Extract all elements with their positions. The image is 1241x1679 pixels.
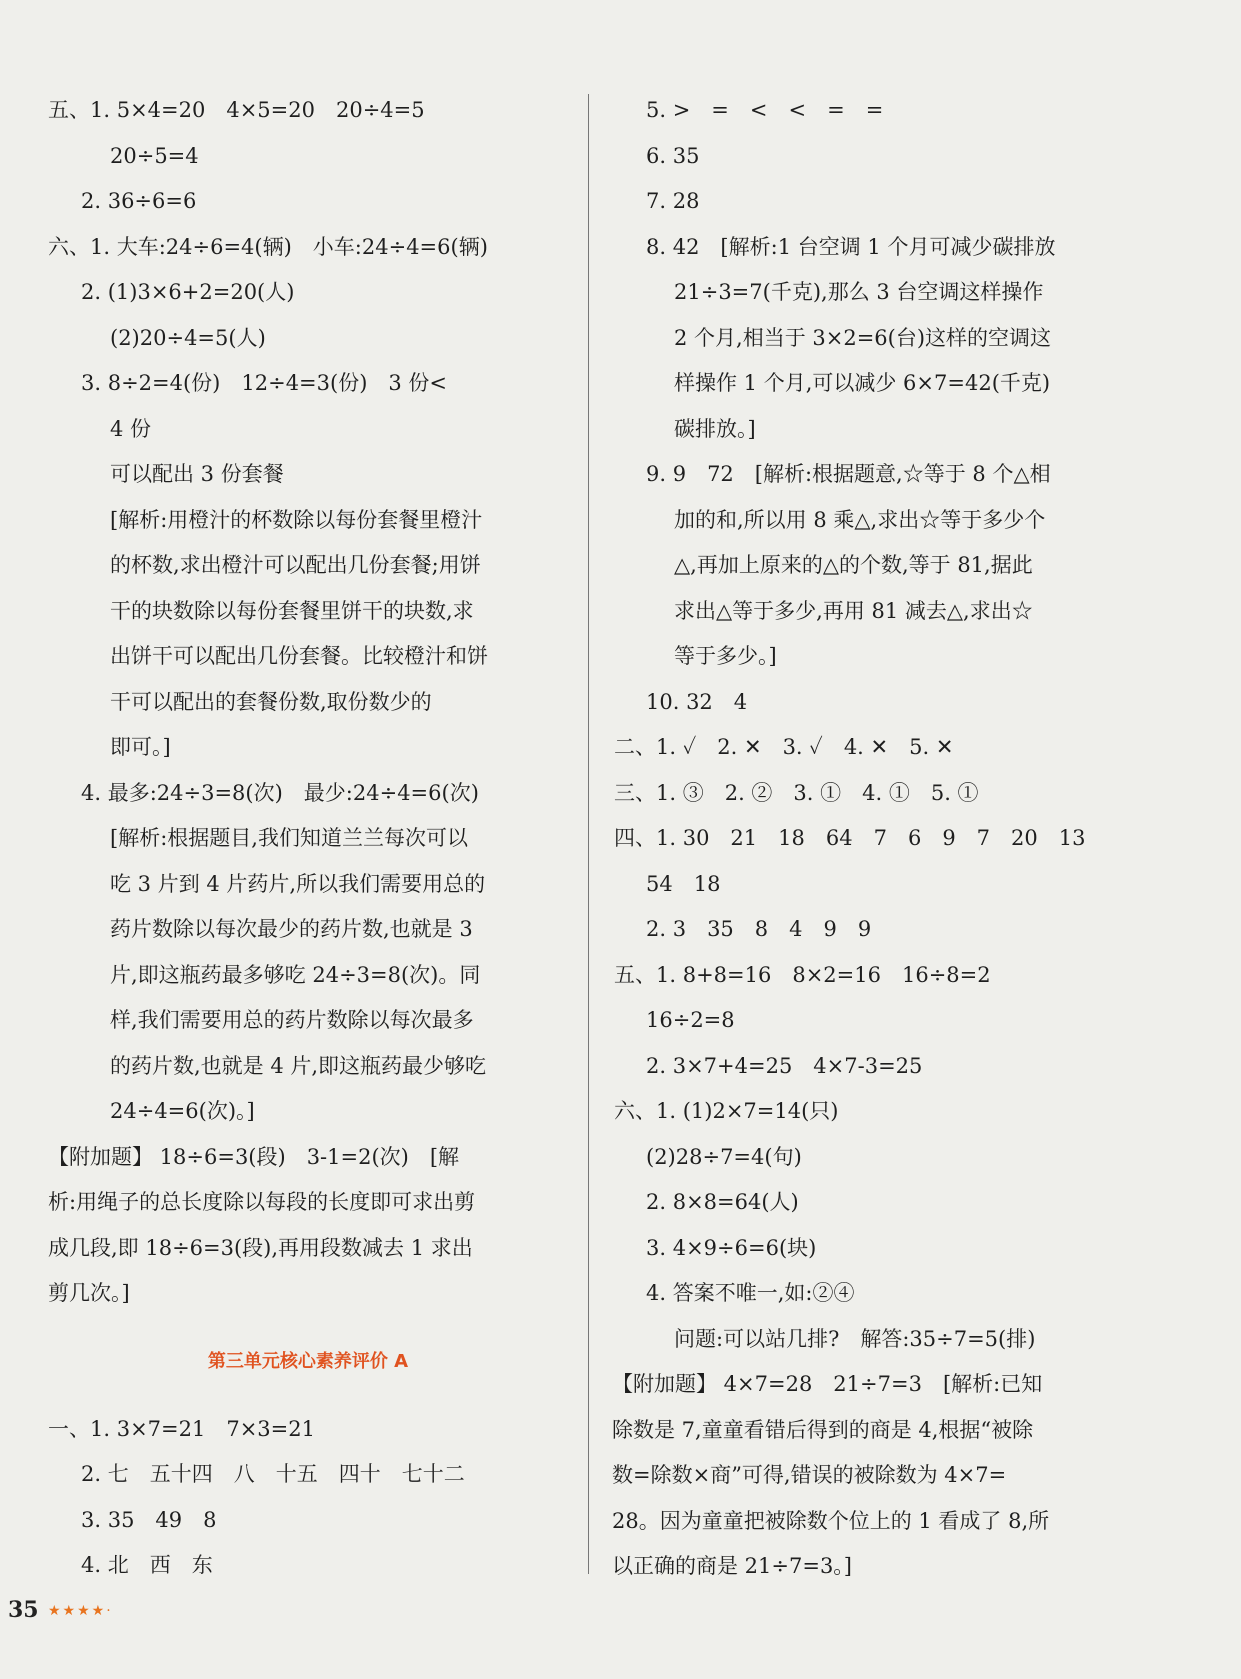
text-line: 四、1. 30 21 18 64 7 6 9 7 20 13	[614, 826, 1086, 850]
text-line: 2. (1)3×6+2=20(人)	[81, 280, 295, 304]
text-line: 出饼干可以配出几份套餐。比较橙汁和饼	[110, 644, 488, 668]
text-line: 干的块数除以每份套餐里饼干的块数,求	[110, 598, 474, 623]
text-line: 6. 35	[646, 143, 700, 168]
section-title: 第三单元核心素养评价 A	[207, 1350, 409, 1372]
text-line: 即可。]	[110, 735, 171, 759]
text-line: 碳排放。]	[674, 416, 756, 441]
text-line: (2)20÷4=5(人)	[110, 325, 266, 350]
text-line: 的杯数,求出橙汁可以配出几份套餐;用饼	[110, 553, 481, 577]
text-line: 片,即这瓶药最多够吃 24÷3=8(次)。同	[110, 962, 481, 987]
text-line: 3. 35 49 8	[81, 1507, 217, 1532]
text-line: 等于多少。]	[674, 644, 777, 668]
star-rating: ★★★★·	[48, 1603, 113, 1619]
text-line: 以正确的商是 21÷7=3。]	[612, 1554, 853, 1578]
text-line: 成几段,即 18÷6=3(段),再用段数减去 1 求出	[48, 1235, 473, 1260]
text-line: 2. 8×8=64(人)	[646, 1190, 799, 1214]
page-number: 35	[8, 1597, 39, 1623]
text-line: 8. 42 [解析:1 台空调 1 个月可减少碳排放	[646, 234, 1056, 259]
text-line: 问题:可以站几排? 解答:35÷7=5(排)	[674, 1326, 1036, 1351]
text-line: 三、1. ③ 2. ② 3. ① 4. ① 5. ①	[614, 780, 979, 805]
text-line: 吃 3 片到 4 片药片,所以我们需要用总的	[110, 871, 486, 896]
text-line: 21÷3=7(千克),那么 3 台空调这样操作	[674, 280, 1044, 304]
text-line: 3. 8÷2=4(份) 12÷4=3(份) 3 份<	[81, 371, 448, 395]
text-line: 药片数除以每次最少的药片数,也就是 3	[110, 917, 473, 941]
text-line: 2. 3 35 8 4 9 9	[646, 917, 872, 941]
text-line: 除数是 7,童童看错后得到的商是 4,根据“被除	[612, 1417, 1034, 1442]
text-line: 五、1. 5×4=20 4×5=20 20÷4=5	[48, 98, 425, 122]
text-line: 24÷4=6(次)。]	[110, 1099, 255, 1123]
text-line: 2. 3×7+4=25 4×7-3=25	[646, 1053, 923, 1078]
text-line: 2. 36÷6=6	[81, 189, 197, 213]
text-line: 求出△等于多少,再用 81 减去△,求出☆	[674, 598, 1033, 623]
text-line: 干可以配出的套餐份数,取份数少的	[110, 689, 432, 714]
text-line: 析:用绳子的总长度除以每段的长度即可求出剪	[48, 1190, 476, 1214]
text-line: 28。因为童童把被除数个位上的 1 看成了 8,所	[612, 1508, 1050, 1533]
left-column	[48, 88, 568, 1589]
text-line: 4. 答案不唯一,如:②④	[646, 1281, 855, 1305]
text-line: 5. > = < < = =	[646, 98, 884, 122]
text-line: (2)28÷7=4(句)	[646, 1144, 802, 1169]
text-line: 样,我们需要用总的药片数除以每次最多	[110, 1008, 474, 1032]
text-line: 二、1. ✓ 2. ✕ 3. ✓ 4. ✕ 5. ✕	[614, 735, 954, 759]
text-line: 样操作 1 个月,可以减少 6×7=42(千克)	[674, 371, 1051, 395]
text-line: 4. 最多:24÷3=8(次) 最少:24÷4=6(次)	[81, 780, 479, 805]
text-line: 【附加题】 4×7=28 21÷7=3 [解析:已知	[612, 1372, 1043, 1396]
text-line: 剪几次。]	[48, 1281, 130, 1305]
text-line: 4. 北 西 东	[81, 1553, 213, 1577]
text-line: 54 18	[646, 871, 721, 896]
right-column	[612, 88, 1146, 1590]
text-line: [解析:根据题目,我们知道兰兰每次可以	[110, 826, 468, 850]
text-line: 3. 4×9÷6=6(块)	[646, 1235, 817, 1260]
text-line: 【附加题】 18÷6=3(段) 3-1=2(次) [解	[48, 1144, 460, 1169]
text-line: 加的和,所以用 8 乘△,求出☆等于多少个	[674, 507, 1046, 532]
text-line: 2. 七 五十四 八 十五 四十 七十二	[81, 1462, 465, 1486]
text-line: 六、1. (1)2×7=14(只)	[614, 1099, 839, 1123]
text-line: 一、1. 3×7=21 7×3=21	[48, 1416, 315, 1441]
text-line: 10. 32 4	[646, 689, 748, 714]
text-line: 六、1. 大车:24÷6=4(辆) 小车:24÷4=6(辆)	[48, 234, 488, 259]
column-divider	[588, 94, 589, 1574]
text-line: 数=除数×商”可得,错误的被除数为 4×7=	[612, 1463, 1007, 1487]
text-line: 五、1. 8+8=16 8×2=16 16÷8=2	[614, 962, 991, 987]
text-line: 4 份	[110, 416, 152, 441]
text-line: 16÷2=8	[646, 1008, 735, 1032]
text-line: [解析:用橙汁的杯数除以每份套餐里橙汁	[110, 507, 483, 532]
text-line: 9. 9 72 [解析:根据题意,☆等于 8 个△相	[646, 462, 1051, 486]
text-line: 可以配出 3 份套餐	[110, 462, 284, 486]
text-line: 20÷5=4	[110, 143, 199, 168]
text-line: 2 个月,相当于 3×2=6(台)这样的空调这	[674, 325, 1052, 350]
text-line: 的药片数,也就是 4 片,即这瓶药最少够吃	[110, 1053, 487, 1078]
text-line: 7. 28	[646, 189, 700, 213]
text-line: △,再加上原来的△的个数,等于 81,据此	[674, 553, 1033, 577]
